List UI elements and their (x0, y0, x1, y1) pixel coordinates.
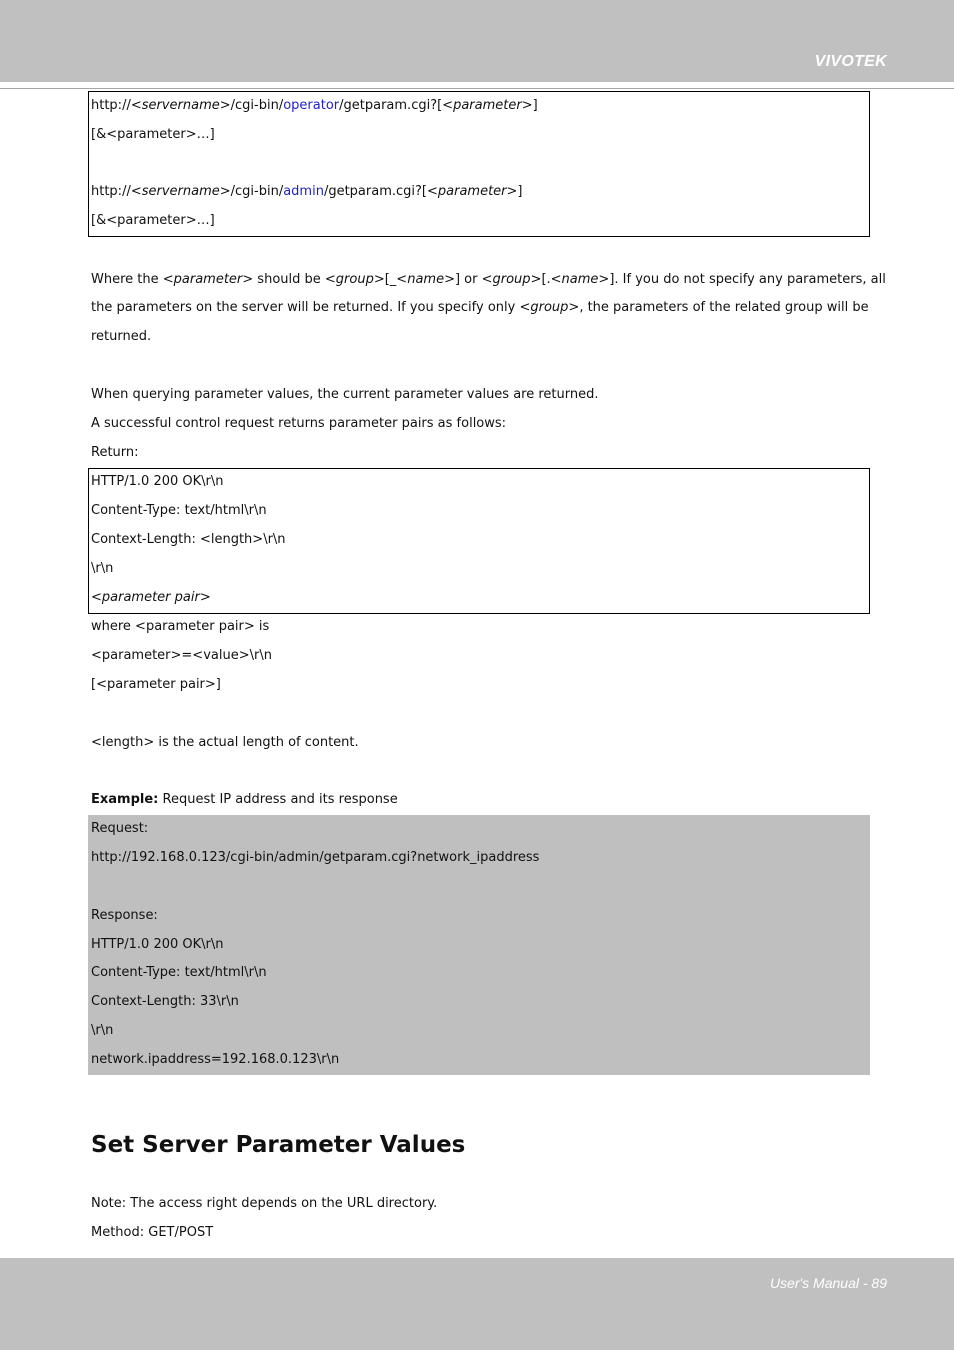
length-note: <length> is the actual length of content. (91, 735, 359, 750)
return-line-2: Content-Type: text/html\r\n (91, 503, 267, 518)
example-response-line-5: network.ipaddress=192.168.0.123\r\n (91, 1052, 340, 1067)
section-method: Method: GET/POST (91, 1225, 214, 1240)
syntax-line-operator: http://<servername>/cgi-bin/operator/getparam.cgi?[<parameter>] (91, 98, 538, 113)
desc-query-note: When querying parameter values, the current parameter values are returned. (91, 387, 599, 402)
example-title: Example: Request IP address and its response (91, 792, 398, 807)
return-label: Return: (91, 445, 139, 460)
return-line-1: HTTP/1.0 200 OK\r\n (91, 474, 224, 489)
section-note: Note: The access right depends on the URL directory. (91, 1196, 438, 1211)
page-footer (0, 1258, 954, 1350)
brand-logo-text: VIVOTEK (814, 53, 887, 70)
syntax-line-admin: http://<servername>/cgi-bin/admin/getparam.cgi?[<parameter>] (91, 184, 523, 199)
syntax-line-2: [&<parameter>…] (91, 127, 215, 142)
page-header (0, 0, 954, 82)
desc-paragraph-line-3: returned. (91, 329, 152, 344)
page-number: User's Manual - 89 (769, 1275, 887, 1291)
return-line-4: \r\n (91, 561, 114, 576)
pair-format: <parameter>=<value>\r\n (91, 648, 272, 663)
syntax-line-4: [&<parameter>…] (91, 213, 215, 228)
example-response-line-3: Context-Length: 33\r\n (91, 994, 239, 1009)
example-response-line-1: HTTP/1.0 200 OK\r\n (91, 937, 224, 952)
example-response-label: Response: (91, 908, 158, 923)
admin-dir: admin (283, 184, 324, 199)
desc-success-note: A successful control request returns parameter pairs as follows: (91, 416, 507, 431)
pair-definition: where <parameter pair> is (91, 619, 270, 634)
example-response-line-2: Content-Type: text/html\r\n (91, 965, 267, 980)
pair-repeat: [<parameter pair>] (91, 677, 221, 692)
section-heading: Set Server Parameter Values (91, 1132, 466, 1158)
example-response-line-4: \r\n (91, 1023, 114, 1038)
example-request-url: http://192.168.0.123/cgi-bin/admin/getparam.cgi?network_ipaddress (91, 850, 540, 865)
desc-paragraph-line-2: the parameters on the server will be returned. If you specify only <group>, the parameters of the related group will be (91, 300, 869, 315)
header-divider (0, 88, 954, 89)
return-line-3: Context-Length: <length>\r\n (91, 532, 286, 547)
operator-dir: operator (283, 98, 340, 113)
return-line-5: <parameter pair> (91, 590, 211, 605)
desc-paragraph-line-1: Where the <parameter> should be <group>[_<name>] or <group>[.<name>]. If you do not specify any parameters, all (91, 272, 886, 287)
example-request-label: Request: (91, 821, 149, 836)
